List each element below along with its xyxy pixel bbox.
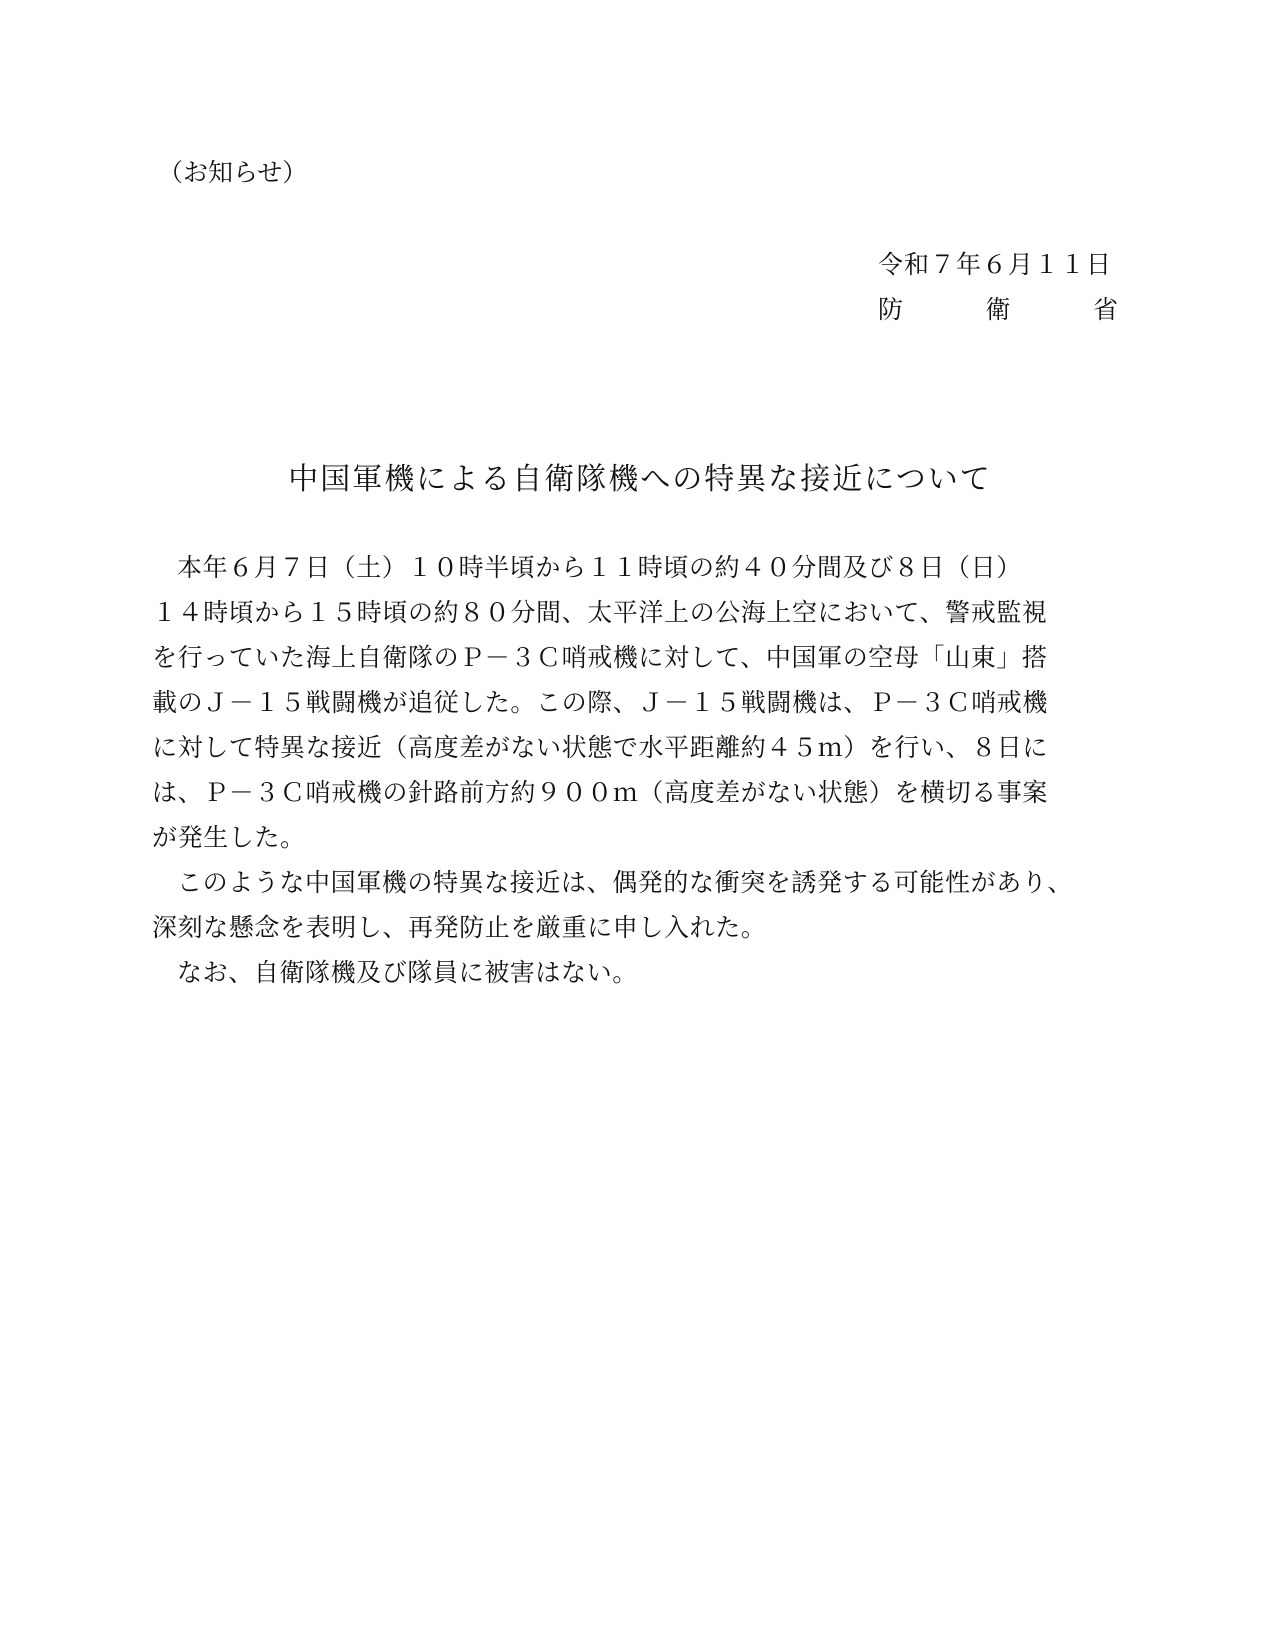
body-line: このような中国軍機の特異な接近は、偶発的な衝突を誘発する可能性があり、 (177, 868, 1074, 897)
org-char: 防 (878, 295, 904, 324)
body-line: １４時頃から１５時頃の約８０分間、太平洋上の公海上空において、警戒監視 (152, 598, 1048, 627)
document-body (152, 545, 1132, 995)
body-line: が発生した。 (152, 823, 306, 852)
org-char: 衛 (985, 295, 1011, 324)
body-line: 本年６月７日（土）１０時半頃から１１時頃の約４０分間及び８日（日） (177, 553, 1022, 582)
body-line: に対して特異な接近（高度差がない状態で水平距離約４５ｍ）を行い、８日に (152, 733, 1049, 762)
body-line: 載のＪ－１５戦闘機が追従した。この際、Ｊ－１５戦闘機は、Ｐ－３Ｃ哨戒機 (152, 688, 1049, 717)
document-title: 中国軍機による自衛隊機への特異な接近について (288, 462, 992, 497)
issuing-organization (878, 287, 1118, 332)
org-char: 省 (1092, 295, 1118, 324)
issue-date: 令和７年６月１１日 (878, 250, 1113, 279)
body-line: を行っていた海上自衛隊のＰ－３Ｃ哨戒機に対して、中国軍の空母「山東」搭 (152, 643, 1048, 672)
body-line: は、Ｐ－３Ｃ哨戒機の針路前方約９００ｍ（高度差がない状態）を横切る事案 (152, 778, 1049, 807)
body-line: なお、自衛隊機及び隊員に被害はない。 (177, 958, 638, 987)
notice-label: （お知らせ） (158, 158, 308, 187)
body-line: 深刻な懸念を表明し、再発防止を厳重に申し入れた。 (152, 913, 767, 942)
issuer-block (878, 242, 1128, 332)
